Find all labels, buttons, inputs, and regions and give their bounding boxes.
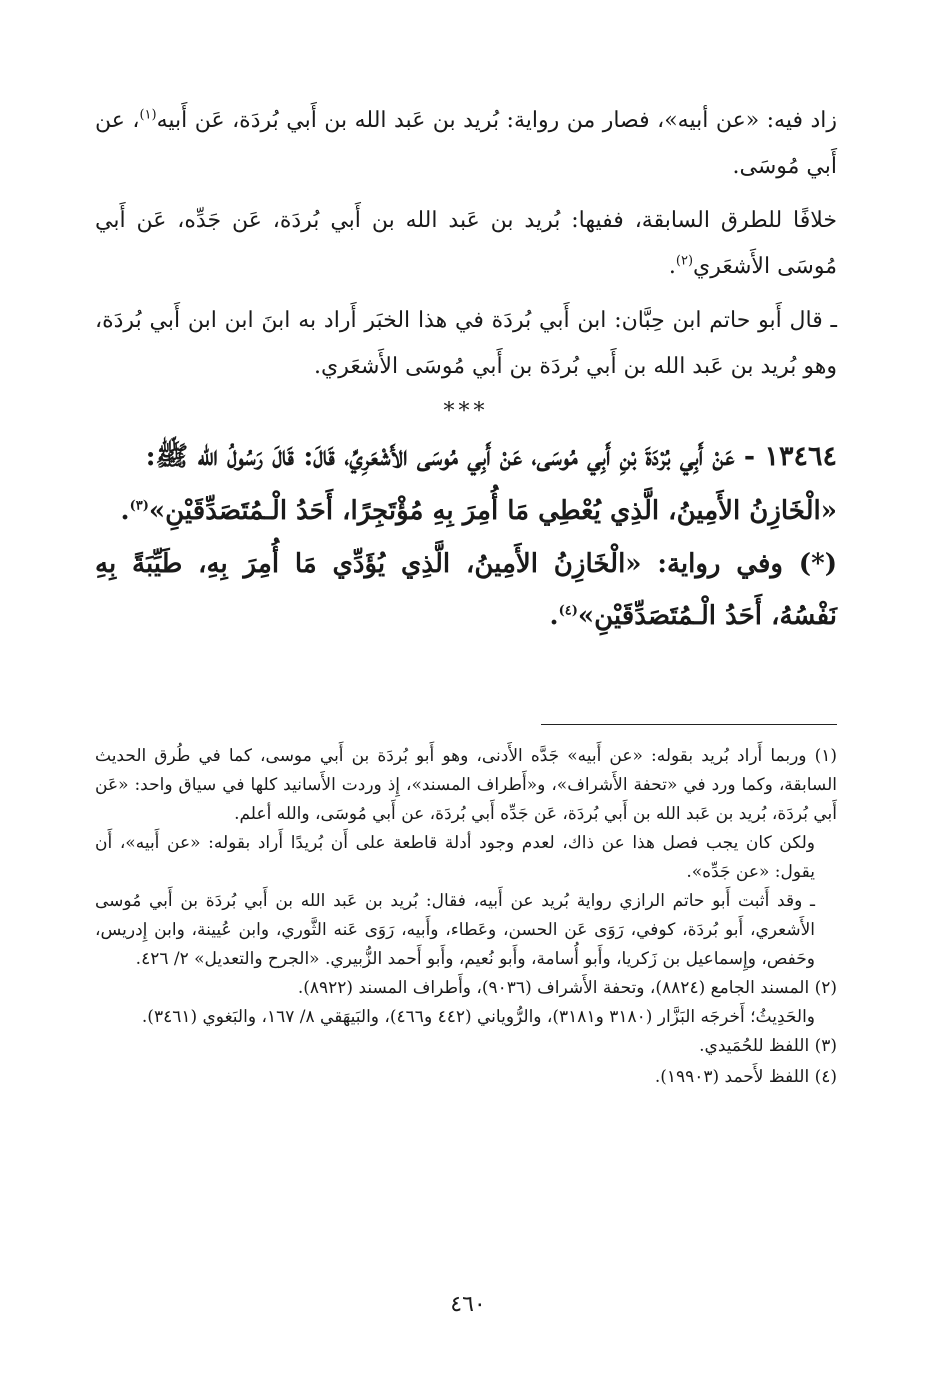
footnote-2: (٢) المسند الجامع (٨٨٢٤)، وتحفة الأَشراف (٩٠٣٦)، وأَطراف المسند (٨٩٢٢). [297,978,837,998]
footnote-4: (٤) اللفظ لأَحمد (١٩٩٠٣). [654,1067,837,1087]
page-body [95,98,837,1338]
footnote-3: (٣) اللفظ للحُمَيدي. [699,1036,837,1056]
hadith-variant-end: . [549,601,559,631]
paragraph-2-text: خلافًا للطرق السابقة، ففيها: بُريد بن عَبد الله بن أَبي بُردَة، عَن جَدِّه، عَن أَبي مُوسَى الأَشعَري [95,208,838,279]
paragraph-3: ـ قال أَبو حاتم ابن حِبَّان: ابن أَبي بُردَة في هذا الخبَر أَراد به ابنَ ابن ابن أَبي بُردَة، وهو بُريد بن عَبد الله بن أَبي بُردَة بن أَبي مُوسَى الأَشعَري. [95,308,837,379]
footnote-1-continued: ولكن كان يجب فصل هذا عن ذاك، لعدم وجود أدلة قاطعة على أَن بُريدًا أَراد بقوله: «عن أَبيه»، أَن يقول: «عن جَدِّه». [95,833,815,882]
hadith-variant-text: (*) وفي رواية: «الْخَازِنُ الأَمِينُ، الَّذِي يُؤَدِّي مَا أُمِرَ بِهِ، طَيِّبَةً بِهِ نَفْسُهُ، أَحَدُ الْـمُتَصَدِّقَيْنِ» [95,549,837,631]
hadith-matn [95,484,837,538]
hadith-number: ١٣٤٦٤ [764,441,837,472]
hadith-variant [95,538,837,642]
paragraph-2 [95,198,837,290]
hadith-matn-text: «الْخَازِنُ الأَمِينُ، الَّذِي يُعْطِي مَا أُمِرَ بِهِ مُؤْتَجِرًا، أَحَدُ الْـمُتَصَدِّقَيْنِ» [148,496,837,526]
paragraph-1-end: ، عن أَبي مُوسَى. [95,108,837,179]
hadith-isnad: - عَنْ أَبِي بُرْدَةَ بْنِ أَبِي مُوسَى، عَنْ أَبِي مُوسَى الأَشْعَرِيِّ، قَالَ: قَالَ رَسُولُ الله ﷺ: [145,441,765,472]
paragraph-1 [95,98,837,190]
section-separator: *** [443,399,489,424]
footnote-1-abu-hatim: ـ وقد أَثبت أَبو حاتم الرازي رواية بُريد عن أَبيه، فقال: بُريد بن عَبد الله بن أَبي بُردَة بن أَبي مُوسى الأَشعري، أَبو بُردَة، كوفي، رَوَى عَن الحسن، وعَطاء، وأَبيه، رَوَى عَنه الثَّوري، وابن عُيينة، وابن إِدريس، وحَفص، وإِسماعيل بن زَكريا، وأَبو أُسامة، وأَبو نُعيم، وأَبو أَحمد الزُّبيري. «الجرح والتعديل» ٢/ ٤٢٦. [95,891,815,969]
hadith-matn-end: . [120,496,130,526]
page-number: ٤٦٠ [450,1292,486,1317]
paragraph-2-end: . [668,254,676,279]
hadith-heading [95,430,837,484]
footnotes [95,742,837,1092]
footnote-ref-1[interactable]: (١) [139,107,157,123]
paragraph-1-text: زاد فيه: «عن أبيه»، فصار من رواية: بُريد بن عَبد الله بن أَبي بُردَة، عَن أَبيه [156,108,837,133]
footnote-ref-2[interactable]: (٢) [675,253,694,269]
footnote-ref-4[interactable]: (٤) [558,603,578,619]
footnote-ref-3[interactable]: (٣) [129,498,149,514]
footnote-2-continued: والحَدِيثُ؛ أَخرجَه البَزَّار (٣١٨٠ و٣١٨١)، والرُّوياني (٤٤٢ و٤٦٦)، والبَيهَقي ٨/ ١٦٧، والبَغوي (٣٤٦١). [141,1007,815,1027]
footnote-divider [541,724,837,725]
footnote-1: (١) وربما أَراد بُريد بقوله: «عن أَبيه» جَدَّه الأَدنى، وهو أَبو بُردَة بن أَبي موسى، كما في طُرق الحديث السابقة، وكما ورد في «تحفة الأَشراف»، و«أَطراف المسند»، إِذ وردت الأَسانيد كلها في سياق واحد: «عَن أَبي بُردَة، بُريد بن عَبد الله بن أَبي بُردَة، عَن جَدِّه أَبي بُردَة، عن أَبي مُوسَى، والله أعلم. [95,746,837,824]
